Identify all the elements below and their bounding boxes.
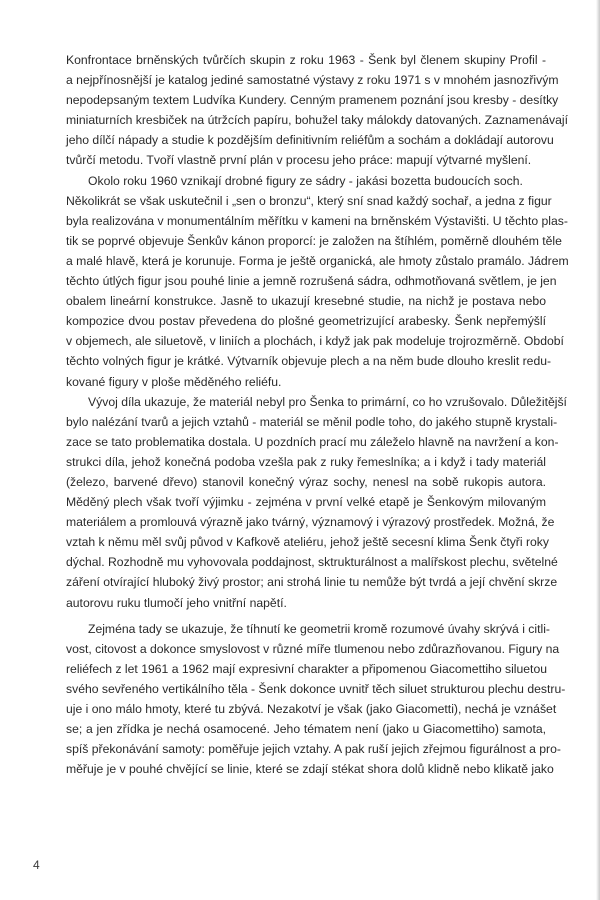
paragraph-1 bbox=[66, 50, 568, 171]
text-line: v objemech, ale siluetově, v liniích a plochách, i když jak pak modeluje trojrozměrně. Období bbox=[66, 334, 564, 349]
page-edge bbox=[596, 0, 600, 900]
page-number: 4 bbox=[33, 858, 40, 872]
text-line: miniaturních kresbiček na útržcích papíru, bohužel taky málokdy datovaných. Zaznamenávají bbox=[66, 113, 568, 128]
text-line: autorovu ruku tlumočí jeho vnitřní napětí. bbox=[66, 595, 287, 610]
text-line: se; a jen zřídka je nechá osamocené. Jeho tématem není (jako u Giacomettiho) samota, bbox=[66, 722, 546, 737]
text-line: svého sevřeného vertikálního těla - Šenk dokonce uvnitř těch siluet strukturou plechu destru- bbox=[66, 681, 566, 696]
text-line: Konfrontace brněnských tvůrčích skupin z roku 1963 - Šenk byl členem skupiny Profil - bbox=[66, 53, 546, 67]
paragraph-3 bbox=[66, 392, 567, 613]
text-line: vost, citovost a dokonce smyslovost v různé míře tlumenou nebo zdůrazňovanou. Figury na bbox=[66, 641, 560, 656]
text-line: byla realizována v monumentálním měřítku v kameni na brněnském Výstavišti. U těchto plas- bbox=[66, 213, 568, 228]
paragraph-2 bbox=[66, 171, 569, 392]
paragraph-4 bbox=[66, 619, 566, 780]
text-line: zace se tato problematika dostala. U pozdních prací mu záleželo hlavně na navržení a kon- bbox=[66, 434, 559, 449]
text-line: obalem lineární konstrukce. Jasně to ukazují kresebné studie, na nichž je postava nebo bbox=[66, 294, 546, 309]
text-line: těchto volných figur je krátké. Výtvarník objevuje plech a na něm bude dlouho kreslit redu- bbox=[66, 354, 552, 369]
text-line: Vývoj díla ukazuje, že materiál nebyl pro Šenka to primární, co ho vzrušovalo. Důležitější bbox=[88, 394, 567, 409]
text-line: a nejpřínosnější je katalog jediné samostatné výstavy z roku 1971 s v mnohém jasnozřivým bbox=[66, 73, 559, 88]
text-line: reliéfech z let 1961 a 1962 mají expresivní charakter a připomenou Giacomettiho siluetou bbox=[66, 661, 547, 676]
text-line: bylo nalézání tvarů a jejich vztahů - materiál se měnil podle toho, do jakého stupně krystali- bbox=[66, 414, 558, 429]
text-line: tik se poprvé objevuje Šenkův kánon proporcí: je založen na štíhlém, poměrně dlouhém těle bbox=[66, 233, 562, 248]
text-line: vztah k němu měl svůj původ v Kafkově ateliéru, jehož ještě secesní klima Šenk čtyři roky bbox=[66, 535, 549, 550]
text-line: záření otvírající hluboký živý prostor; ani strohá linie tu nemůže být tvrdá a její chvění skrze bbox=[66, 575, 558, 590]
text-line: dýchal. Rozhodně mu vyhovovala poddajnost, sktrukturálnost a malířskost plechu, světelné bbox=[66, 555, 558, 570]
text-line: spíš překonávání samoty: poměřuje jejich vztahy. A pak ruší jejich zřejmou figurálnost a pro- bbox=[66, 742, 561, 757]
text-line: jeho dílčí nápady a studie k pozdějším definitivním reliéfům a sochám a dokládají autorovu bbox=[66, 133, 554, 148]
text-line: strukci díla, jehož konečná podoba vzešla pak z ruky řemeslníka; a i když i tady materiál bbox=[66, 454, 546, 469]
text-line: materiálem a promlouvá výrazně jako tvárný, významový i výrazový prostředek. Možná, že bbox=[66, 515, 555, 530]
text-line: Měděný plech však tvoří výjimku - zejména v první velké etapě je Šenkovým milovaným bbox=[66, 495, 546, 510]
text-line: tvůrčí metodu. Tvoří vlastně první plán v procesu jeho práce: mapují výtvarné myšlení. bbox=[66, 153, 532, 168]
body-text bbox=[66, 50, 569, 779]
text-line: těchto útlých figur jsou pouhé linie a jemně rozrušená sádra, odhmotňovaná světlem, je jen bbox=[66, 274, 557, 289]
text-line: nepodepsaným textem Ludvíka Kundery. Cenným pramenem poznání jsou kresby - desítky bbox=[66, 93, 559, 108]
text-line: kované figury v ploše měděného reliéfu. bbox=[66, 374, 282, 389]
text-line: Zejména tady se ukazuje, že tíhnutí ke geometrii kromě rozumové úvahy skrývá i citli- bbox=[88, 621, 550, 636]
text-line: (železo, barvené dřevo) stanovil konečný výraz sochy, nenesl na sobě rukopis autora. bbox=[66, 474, 546, 489]
text-line: uje i ono málo hmoty, které tu zbývá. Nezakotví je však (jako Giacometti), nechá je vznášet bbox=[66, 702, 557, 716]
text-line: Několikrát se však uskutečnil i „sen o bronzu“, který sní snad každý sochař, a jedna z figur bbox=[66, 193, 552, 208]
text-line: kompozice dvou postav převedena do plošné geometrizující arabesky. Šenk nepřemýšlí bbox=[66, 314, 546, 329]
text-line: a malé hlavě, která je korunuje. Forma je ještě organická, ale hmoty zůstalo pramálo. Jádrem bbox=[66, 253, 569, 268]
text-line: Okolo roku 1960 vznikají drobné figury ze sádry - jakási bozetta budoucích soch. bbox=[88, 173, 523, 188]
text-line: měřuje je v pouhé chvějící se linie, které se zdají stékat shora dolů klidně nebo klikatě jako bbox=[66, 762, 554, 777]
